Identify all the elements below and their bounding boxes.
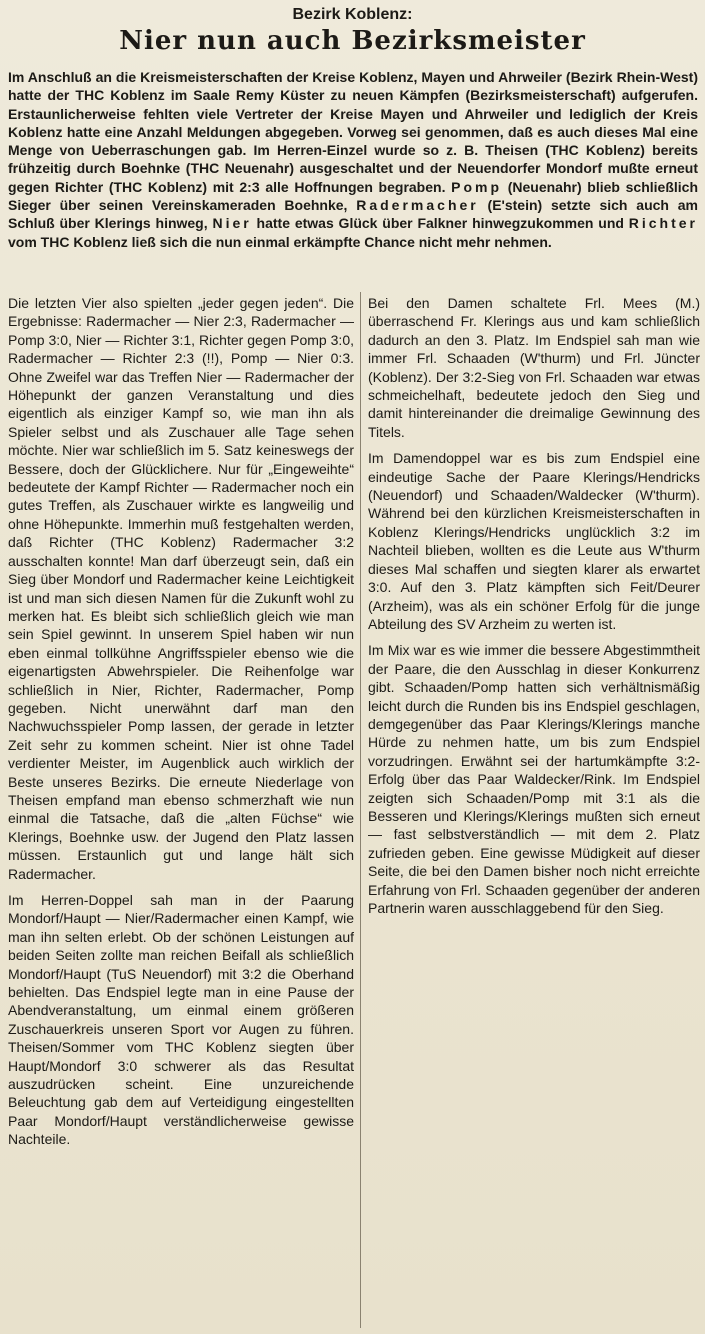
player-name-nier: Nier [212,215,252,232]
lead-text: (E'stein) setzte sich auch am Schluß über Klerings hinweg, [8,197,698,232]
body-paragraph-results: Die letzten Vier also spielten „jeder gegen jeden“. Die Ergebnisse: Radermacher — Nier 2:3, Radermacher — Pomp 3:0, Nier — Richter 3:1, Richter gegen Pomp 3:0, Radermacher — Richter 2:3 (!!), Pomp — Nier 0:3. Ohne Zweifel war das Treffen Nier — Radermacher der Höhepunkt der ganzen Veranstaltung und dies eigentlich als einziger Kampf so, wie man ihn als Spieler selbst und als Zuschauer alle Tage sehen möchte. Nier war schließlich im 5. Satz keineswegs der Bessere, doch der Glücklichere. Nur für „Eingeweihte“ bedeutete der Kampf Richter — Radermacher noch ein gutes Treffen, als Zuschauer wirkte es langweilig und ohne Höhepunkte. Immerhin muß festgehalten werden, daß Richter (THC Koblenz) Radermacher 3:2 ausschalten konnte! Man darf überzeugt sein, daß ein Sieg über Mondorf und Radermacher keine Leichtigkeit ist und man sich diesen Namen für die Zukunft wohl zu merken hat. Es bleibt sich schließlich gleich wie man sein Spiel gewinnt. In unserem Spiel haben wir nun eben einmal tollkühne Angriffsspieler ebenso wie die eigenartigsten Abwehrspieler. Die Reihenfolge war schließlich in Nier, Richter, Radermacher, Pomp gegeben. Nicht unerwähnt darf man den Nachwuchsspieler Pomp lassen, der gerade in letzter Zeit sehr zu kommen scheint. Nier ist ohne Tadel verdienter Meister, im Augenblick auch wirklich der Beste unseres Bezirks. Die erneute Niederlage von Theisen empfand man ebenso schmerzhaft wie nun einmal die Tatsache, daß die „alten Füchse“ wie Klerings, Boehnke usw. der Jugend den Platz lassen müssen. Erstaunlich gut und lange hält sich Radermacher. [8,295,354,882]
player-name-pomp: Pomp [451,178,503,195]
article-headline: Nier nun auch Bezirksmeister [119,26,586,56]
lead-text: vom THC Koblenz ließ sich die nun einmal erkämpfte Chance nicht mehr nehmen. [8,233,552,250]
body-paragraph-damendoppel: Im Damendoppel war es bis zum Endspiel eine eindeutige Sache der Paare Klerings/Hendricks (Neuendorf) und Schaaden/Waldecker (W'thurm). Während bei den kürzlichen Kreismeisterschaften in Koblenz Klerings/Hendricks unglücklich 3:2 im Nachteil blieben, wollten es die Leute aus W'thurm dieses Mal schaffen und siegten klarer als erwartet 3:0. Auf den 3. Platz kämpften sich Feit/Deurer (Arzheim), was als ein schöner Erfolg für die junge Abteilung des SV Arzheim zu werten ist. [368,450,700,632]
body-paragraph-mix: Im Mix war es wie immer die bessere Abgestimmtheit der Paare, die den Ausschlag in dieser Konkurrenz gibt. Schaaden/Pomp hatten sich verhältnismäßig leicht durch die Runden bis ins Endspiel geschlagen, demgegenüber das Paar Klerings/Klerings manche Hürde zu nehmen hatte, um bis zum Endspiel vorzudringen. Erwähnt sei der hartumkämpfte 3:2-Erfolg über das Paar Waldecker/Rink. Im Endspiel zeigten sich Schaaden/Pomp mit 3:1 als die Besseren und Klerings/Klerings mußten sich erneut — fast selbstverständlich — mit dem 2. Platz zufrieden geben. Eine gewisse Müdigkeit auf dieser Seite, die bei den Damen bisher noch nicht erreichte Erfahrung von Frl. Schaaden gegenüber der anderen Partnerin waren ausschlaggebend für den Sieg. [368,642,700,916]
column-divider [360,292,361,1328]
left-column [8,294,354,1330]
body-paragraph-herren-doppel: Im Herren-Doppel sah man in der Paarung Mondorf/Haupt — Nier/Radermacher einen Kampf, wie man ihn selten erlebt. Ob der schönen Leistungen auf beiden Seiten zollte man reichen Beifall als schließlich Mondorf/Haupt (TuS Neuendorf) mit 3:2 die Oberhand behielten. Das Endspiel legte man in eine Pause der Abendveranstaltung, um einmal einem größeren Zuschauerkreis unseren Sport vor Augen zu führen. Theisen/Sommer vom THC Koblenz siegten über Haupt/Mondorf 3:0 schwerer als das Resultat auszudrücken scheint. Eine unzureichende Beleuchtung gab dem auf Verteidigung eingestellten Paar Mondorf/Haupt verständlicherweise gewisse Nachteile. [8,892,354,1148]
lead-paragraph [8,68,698,251]
player-name-richter: Richter [628,215,698,232]
player-name-radermacher: Radermacher [356,197,479,214]
lead-text: hatte etwas Glück über Falkner hinwegzukommen und [251,215,629,232]
lead-text: Im Anschluß an die Kreismeisterschaften der Kreise Koblenz, Mayen und Ahrweiler (Bezirk Rhein-West) hatte der THC Koblenz im Saale Remy Küster zu neuen Kämpfen (Bezirksmeisterschaft) aufgerufen. Erstaunlicherweise fehlten viele Vertreter der Kreise Mayen und Ahrweiler und lediglich der Kreis Koblenz hatte eine Anzahl Meldungen abgegeben. Vorweg sei genommen, daß es auch dieses Mal eine Menge von Ueberraschungen gab. Im Herren-Einzel wurde so z. B. Theisen (THC Koblenz) bereits frühzeitig durch Boehnke (THC Neuenahr) ausgeschaltet und der Neuendorfer Mondorf mußte erneut gegen Richter (THC Koblenz) mit 2:3 alle Hoffnungen begraben. [8,69,698,195]
body-paragraph-damen: Bei den Damen schaltete Frl. Mees (M.) überraschend Fr. Klerings aus und kam schließlich dadurch an den 3. Platz. Im Endspiel sah man wie immer Frl. Schaaden (W'thurm) und Frl. Jüncter (Koblenz). Der 3:2-Sieg von Frl. Schaaden war etwas schmeichelhaft, bedeutete jedoch den Sieg und damit hintereinander die dreimalige Gewinnung des Titels. [368,295,700,440]
region-kicker: Bezirk Koblenz: [292,6,413,23]
lead-text: (Neuenahr) blieb schließlich Sieger über seinen Vereinskameraden Boehnke, [8,178,698,214]
right-column [368,294,700,1054]
